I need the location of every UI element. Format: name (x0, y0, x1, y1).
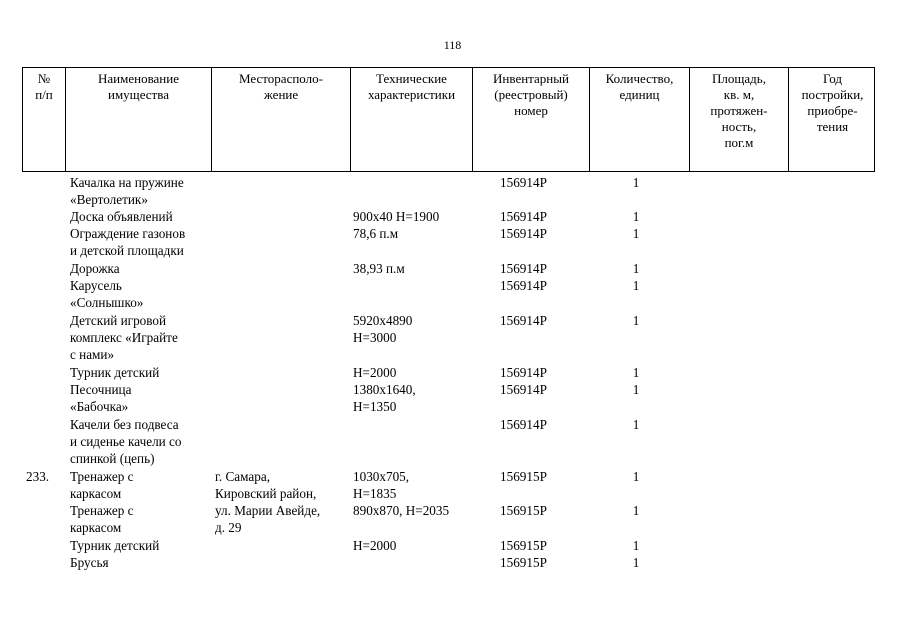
row-quantity: 1 (632, 278, 640, 293)
row-tech: 890х870, Н=2035 (353, 503, 450, 518)
row-name: Ограждение газонов и детской площадки (70, 226, 186, 258)
header-col-num: № п/п (35, 71, 53, 102)
table-header (22, 67, 875, 172)
row-tech: 1030х705, Н=1835 (353, 469, 410, 501)
row-quantity: 1 (632, 538, 640, 553)
row-name: Тренажер с каркасом (70, 503, 134, 535)
header-col-inventory: Инвентарный (реестровый) номер (472, 68, 589, 171)
row-inventory: 156914Р (500, 365, 547, 380)
header-col-area: Площадь, кв. м, протяжен- ность, пог.м (689, 68, 788, 171)
row-tech: 78,6 п.м (353, 226, 399, 241)
row-inventory: 156914Р (500, 417, 547, 432)
row-name: Тренажер с каркасом (70, 469, 134, 501)
row-quantity: 1 (632, 382, 640, 397)
row-name: Детский игровой комплекс «Играйте с нами» (70, 313, 178, 362)
row-tech: Н=2000 (353, 365, 397, 380)
row-name: Брусья (70, 555, 109, 570)
page-number: 118 (443, 38, 462, 52)
row-inventory: 156914Р (500, 382, 547, 397)
row-tech: 5920х4890 Н=3000 (353, 313, 413, 345)
row-name: Турник детский (70, 538, 160, 553)
row-location: г. Самара, Кировский район, (215, 469, 317, 501)
row-quantity: 1 (632, 313, 640, 328)
row-name: Качалка на пружине «Вертолетик» (70, 175, 184, 207)
header-col-year: Год постройки, приобре- тения (788, 68, 876, 171)
header-col-tech: Технические характеристики (350, 68, 472, 171)
row-tech: 900х40 Н=1900 (353, 209, 440, 224)
row-quantity: 1 (632, 261, 640, 276)
row-quantity: 1 (632, 365, 640, 380)
row-quantity: 1 (632, 175, 640, 190)
row-inventory: 156915Р (500, 469, 547, 484)
header-col-location: Месторасполо- жение (211, 68, 350, 171)
row-inventory: 156915Р (500, 555, 547, 570)
row-quantity: 1 (632, 469, 640, 484)
row-quantity: 1 (632, 555, 640, 570)
row-inventory: 156914Р (500, 278, 547, 293)
row-inventory: 156914Р (500, 226, 547, 241)
row-tech: 38,93 п.м (353, 261, 405, 276)
header-col-name: Наименование имущества (65, 68, 211, 171)
row-quantity: 1 (632, 226, 640, 241)
row-name: Турник детский (70, 365, 160, 380)
row-number: 233. (26, 469, 50, 484)
row-quantity: 1 (632, 503, 640, 518)
row-inventory: 156914Р (500, 261, 547, 276)
row-quantity: 1 (632, 209, 640, 224)
header-col-quantity: Количество, единиц (589, 68, 689, 171)
row-name: Дорожка (70, 261, 120, 276)
row-tech: 1380х1640, Н=1350 (353, 382, 416, 414)
row-inventory: 156914Р (500, 313, 547, 328)
row-inventory: 156915Р (500, 503, 547, 518)
row-location: ул. Марии Авейде, д. 29 (215, 503, 321, 535)
row-name: Доска объявлений (70, 209, 173, 224)
row-name: Качели без подвеса и сиденье качели со спинкой (цепь) (70, 417, 182, 466)
row-name: Песочница «Бабочка» (70, 382, 132, 414)
row-inventory: 156914Р (500, 209, 547, 224)
row-tech: Н=2000 (353, 538, 397, 553)
row-name: Карусель «Солнышко» (70, 278, 144, 310)
row-quantity: 1 (632, 417, 640, 432)
row-inventory: 156915Р (500, 538, 547, 553)
row-inventory: 156914Р (500, 175, 547, 190)
